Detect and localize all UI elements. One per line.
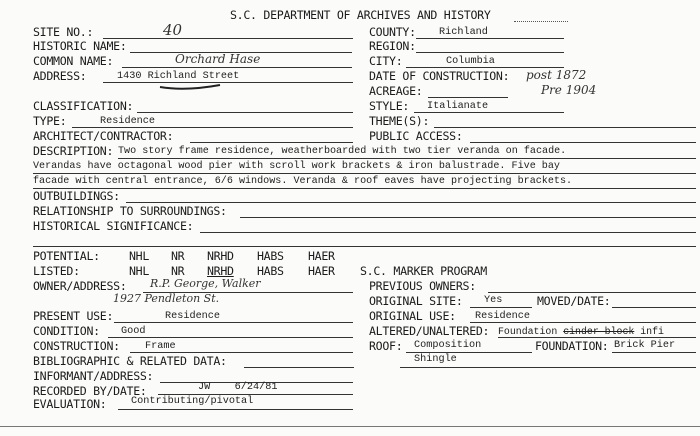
description-rule-3 [33, 188, 696, 189]
present-use-line [114, 322, 353, 323]
recorded-by-line [158, 394, 353, 395]
original-site-label: ORIGINAL SITE: [369, 294, 463, 308]
common-name-value: Orchard Hase [175, 52, 261, 66]
significance-line [200, 232, 696, 233]
region-label: REGION: [369, 39, 416, 53]
city-label: CITY: [369, 54, 403, 68]
marker-program-label: S.C. MARKER PROGRAM [360, 264, 487, 278]
bibliographic-line-2 [400, 367, 696, 368]
address-value: 1430 Richland Street [117, 71, 240, 82]
informant-label: INFORMANT/ADDRESS: [33, 369, 154, 383]
potential-label: POTENTIAL: [33, 249, 100, 263]
address-label: ADDRESS: [33, 69, 87, 83]
site-no-value: 40 [163, 21, 183, 39]
potential-option-habs[interactable]: HABS [257, 249, 284, 263]
classification-label: CLASSIFICATION: [33, 99, 134, 113]
construction-line [130, 352, 353, 353]
description-line-2: Verandas have octagonal wood pier with scroll work brackets & iron balustrade. Five bay [33, 161, 560, 172]
listed-option-haer[interactable]: HAER [308, 264, 335, 278]
type-line [72, 127, 353, 128]
bibliographic-line [244, 367, 354, 368]
date-construction-value-2: Pre 1904 [541, 83, 597, 97]
listed-option-nr[interactable]: NR [171, 264, 185, 278]
present-use-label: PRESENT USE: [33, 309, 114, 323]
condition-value: Good [121, 326, 146, 337]
construction-value: Frame [145, 341, 176, 352]
common-name-label: COMMON NAME: [33, 54, 114, 68]
moved-date-label: MOVED/DATE: [537, 294, 611, 308]
bibliographic-label: BIBLIOGRAPHIC & RELATED DATA: [33, 354, 227, 368]
condition-label: CONDITION: [33, 324, 100, 338]
county-line [416, 38, 564, 39]
owner-label: OWNER/ADDRESS: [33, 279, 127, 293]
architect-line [190, 142, 353, 143]
common-name-line [122, 67, 352, 68]
owner-value-2: 1927 Pendleton St. [113, 292, 220, 305]
themes-label: THEME(S): [369, 114, 430, 128]
potential-option-nr[interactable]: NR [171, 249, 185, 263]
original-site-value: Yes [484, 295, 503, 306]
relationship-label: RELATIONSHIP TO SURROUNDINGS: [33, 204, 227, 218]
acreage-line [428, 97, 508, 98]
county-value: Richland [439, 27, 488, 38]
description-rule-2 [33, 173, 696, 174]
previous-owners-line [488, 292, 696, 293]
public-access-line [470, 142, 696, 143]
outbuildings-label: OUTBUILDINGS: [33, 189, 120, 203]
style-line [414, 112, 564, 113]
altered-line [498, 337, 696, 338]
historic-name-label: HISTORIC NAME: [33, 39, 127, 53]
previous-owners-label: PREVIOUS OWNERS: [369, 279, 476, 293]
listed-option-nrhd[interactable]: NRHD [207, 264, 234, 278]
public-access-label: PUBLIC ACCESS: [369, 129, 463, 143]
header-dotted-rule [514, 21, 568, 22]
potential-option-nhl[interactable]: NHL [129, 249, 150, 263]
evaluation-value: Contributing/pivotal [131, 396, 254, 407]
type-value: Residence [100, 116, 156, 127]
classification-line [137, 112, 353, 113]
foundation-label: FOUNDATION: [535, 339, 609, 353]
original-site-line [470, 307, 532, 308]
original-use-label: ORIGINAL USE: [369, 309, 456, 323]
relationship-line [240, 217, 696, 218]
roof-line [406, 352, 532, 353]
potential-option-haer[interactable]: HAER [308, 249, 335, 263]
date-construction-label: DATE OF CONSTRUCTION: [369, 69, 510, 83]
recorded-by-label: RECORDED BY/DATE: [33, 384, 147, 398]
architect-label: ARCHITECT/CONTRACTOR: [33, 129, 174, 143]
listed-option-habs[interactable]: HABS [257, 264, 284, 278]
potential-option-nrhd[interactable]: NRHD [207, 249, 234, 263]
style-value: Italianate [427, 101, 489, 112]
present-use-value: Residence [165, 311, 221, 322]
altered-value-suffix: infi [634, 326, 664, 337]
altered-value-struck: cinder block [563, 326, 635, 337]
description-line-3: facade with central entrance, 6/6 windows. Veranda & roof eaves have projecting brackets. [33, 176, 573, 187]
city-value: Columbia [446, 56, 495, 67]
listed-label: LISTED: [33, 264, 80, 278]
roof-value-2: Shingle [414, 354, 457, 365]
construction-label: CONSTRUCTION: [33, 339, 120, 353]
county-label: COUNTY: [369, 25, 416, 39]
card-bottom-edge [0, 426, 700, 427]
site-no-label: SITE NO.: [33, 25, 94, 39]
evaluation-label: EVALUATION: [33, 397, 107, 411]
region-line [416, 52, 564, 53]
outbuildings-line [126, 202, 696, 203]
altered-value-prefix: Foundation [498, 326, 564, 337]
significance-label: HISTORICAL SIGNIFICANCE: [33, 219, 194, 233]
listed-option-nhl[interactable]: NHL [129, 264, 150, 278]
type-label: TYPE: [33, 114, 67, 128]
site-no-line [103, 38, 353, 39]
style-label: STYLE: [369, 99, 410, 113]
description-line-1: Two story frame residence, weatherboarded with two tier veranda on facade. [118, 146, 567, 157]
address-line [103, 82, 353, 83]
date-construction-value-1: post 1872 [526, 68, 587, 82]
moved-date-line [612, 307, 696, 308]
roof-label: ROOF: [369, 339, 403, 353]
foundation-line [612, 352, 696, 353]
significance-line-2 [33, 246, 696, 247]
owner-value-1: R.P. George, Walker [150, 277, 261, 290]
original-use-value: Residence [475, 311, 531, 322]
condition-line [108, 337, 353, 338]
recorded-by-value: JW 6/24/81 [198, 382, 278, 393]
form-title: S.C. DEPARTMENT OF ARCHIVES AND HISTORY [230, 8, 491, 22]
roof-value-1: Composition [414, 340, 482, 351]
description-rule-1 [118, 158, 696, 159]
description-label: DESCRIPTION: [33, 144, 114, 158]
acreage-label: ACREAGE: [369, 84, 423, 98]
foundation-value: Brick Pier [614, 340, 676, 351]
original-use-line [470, 322, 696, 323]
themes-line [434, 127, 696, 128]
altered-label: ALTERED/UNALTERED: [369, 324, 490, 338]
evaluation-line [118, 409, 353, 410]
